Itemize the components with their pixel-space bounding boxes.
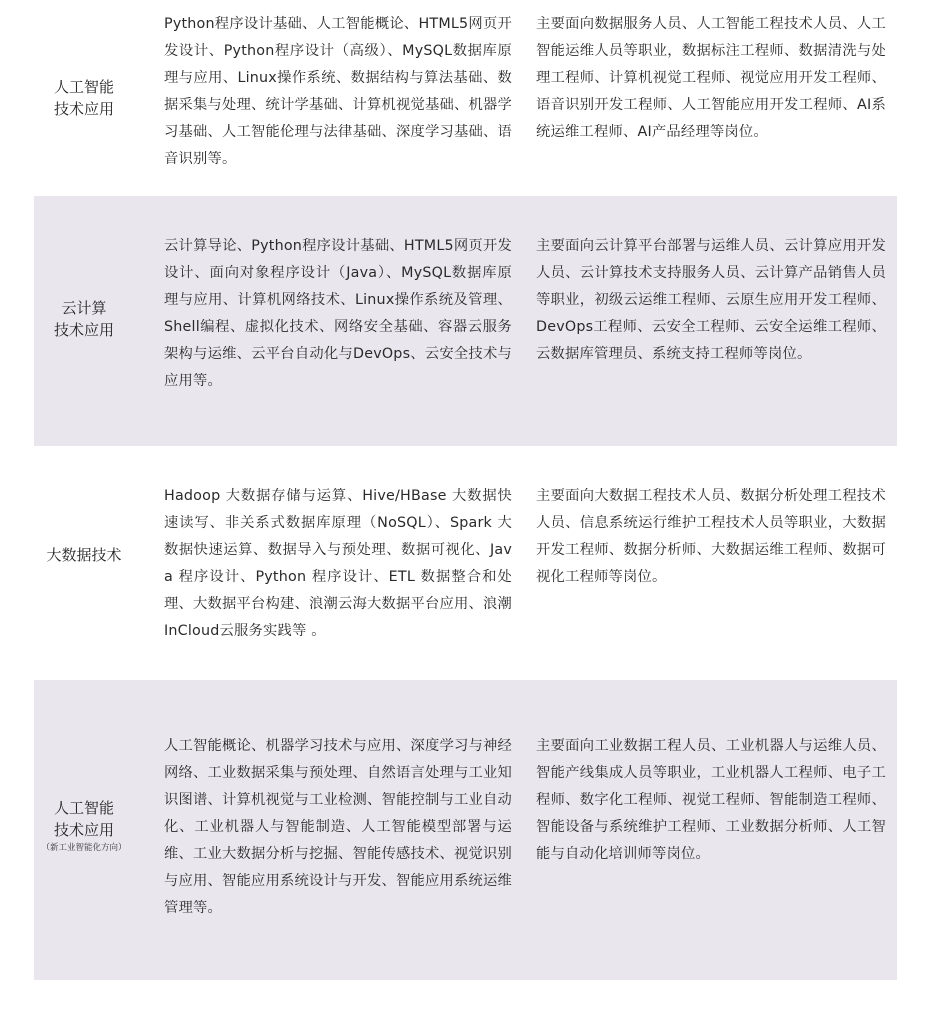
major-name (34, 544, 134, 566)
major-name-line: 人工智能 (53, 799, 114, 817)
major-name-line: 技术应用 (53, 821, 114, 839)
major-name-line: 技术应用 (53, 100, 114, 118)
career-directions: 主要面向大数据工程技术人员、数据分析处理工程技术人员、信息系统运行维护工程技术人员等职业，大数据开发工程师、数据分析师、大数据运维工程师、数据可视化工程师等岗位。 (536, 488, 886, 585)
career-directions: 主要面向数据服务人员、人工智能工程技术人员、人工智能运维人员等职业，数据标注工程师、数据清洗与处理工程师、计算机视觉工程师、视觉应用开发工程师、语音识别开发工程师、人工智能应用开发工程师、AI系统运维工程师、AI产品经理等岗位。 (536, 16, 886, 140)
table-row (34, 0, 897, 196)
table-row (34, 196, 897, 446)
major-name-line: 人工智能 (53, 78, 114, 96)
core-courses: Python程序设计基础、人工智能概论、HTML5网页开发设计、Python程序设计（高级）、MySQL数据库原理与应用、Linux操作系统、数据结构与算法基础、数据采集与处理、统计学基础、计算机视觉基础、机器学习基础、人工智能伦理与法律基础、深度学习基础、语音识别等。 (164, 16, 512, 167)
major-name (34, 76, 134, 120)
major-name-line: 技术应用 (53, 321, 114, 339)
table-row (34, 680, 897, 980)
major-name (34, 797, 134, 855)
core-courses: 云计算导论、Python程序设计基础、HTML5网页开发设计、面向对象程序设计（Java）、MySQL数据库原理与应用、计算机网络技术、Linux操作系统及管理、Shell编程、虚拟化技术、网络安全基础、容器云服务架构与运维、云平台自动化与DevOps、云安全技术与应用等。 (164, 238, 512, 389)
major-name (34, 297, 134, 341)
core-courses: 人工智能概论、机器学习技术与应用、深度学习与神经网络、工业数据采集与预处理、自然语言处理与工业知识图谱、计算机视觉与工业检测、智能控制与工业自动化、工业机器人与智能制造、人工智能模型部署与运维、工业大数据分析与挖掘、智能传感技术、视觉识别与应用、智能应用系统设计与开发、智能应用系统运维管理等。 (164, 738, 512, 916)
major-name-line: 大数据技术 (46, 546, 122, 564)
career-directions: 主要面向工业数据工程人员、工业机器人与运维人员、智能产线集成人员等职业，工业机器人工程师、电子工程师、数字化工程师、视觉工程师、智能制造工程师、智能设备与系统维护工程师、工业数据分析师、人工智能与自动化培训师等岗位。 (536, 738, 886, 862)
majors-table (34, 0, 897, 1013)
major-direction-note: （新工业智能化方向） (41, 843, 127, 853)
major-name-line: 云计算 (61, 299, 107, 317)
core-courses: Hadoop 大数据存储与运算、Hive/HBase 大数据快速读写、非关系式数据库原理（NoSQL）、Spark 大数据快速运算、数据导入与预处理、数据可视化、Java 程序设计、Python 程序设计、ETL 数据整合和处理、大数据平台构建、浪潮云海大数据平台应用、浪潮InCloud云服务实践等 。 (164, 488, 512, 639)
table-row (34, 446, 897, 680)
career-directions: 主要面向云计算平台部署与运维人员、云计算应用开发人员、云计算技术支持服务人员、云计算产品销售人员等职业，初级云运维工程师、云原生应用开发工程师、DevOps工程师、云安全工程师、云安全运维工程师、云数据库管理员、系统支持工程师等岗位。 (536, 238, 886, 362)
